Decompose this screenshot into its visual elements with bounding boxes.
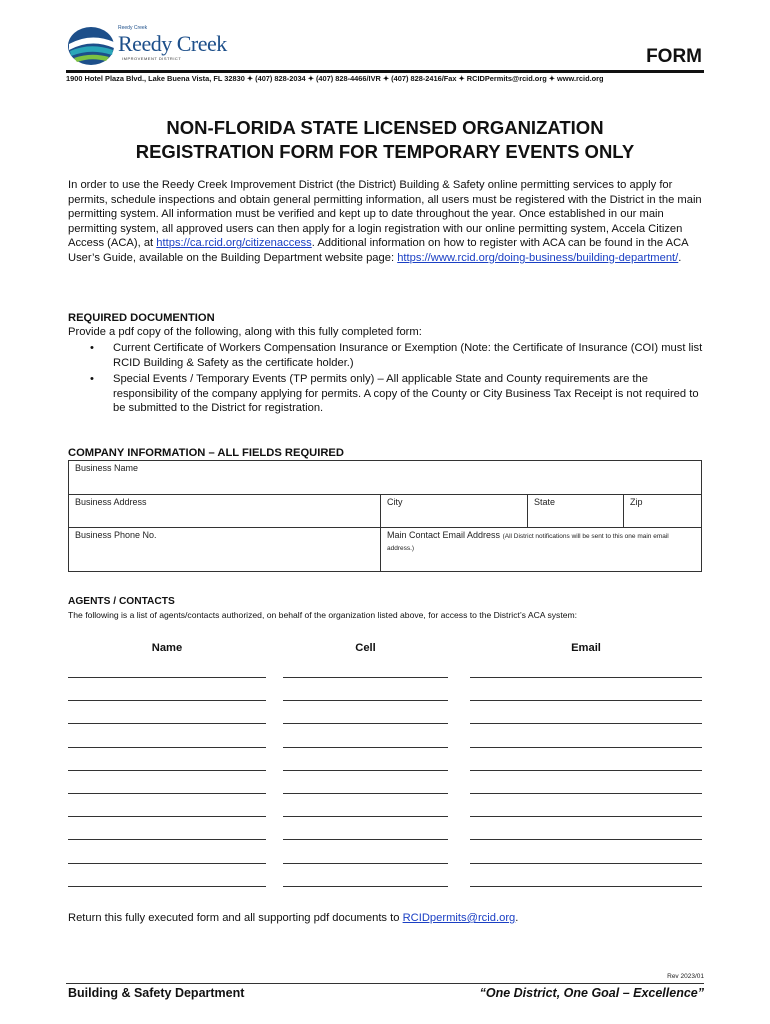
- agent-name-line[interactable]: [68, 816, 266, 817]
- agents-heading: AGENTS / CONTACTS: [68, 596, 175, 607]
- bullet-icon: •: [90, 373, 94, 386]
- agents-note: The following is a list of agents/contacts authorized, on behalf of the organization listed above, for access to the District’s ACA system:: [68, 610, 578, 620]
- required-item-text: Current Certificate of Workers Compensation Insurance or Exemption (Note: the Certificate of Insurance (COI) must list RCID Building & Safety as the certificate holder.): [113, 342, 703, 369]
- return-text: Return this fully executed form and all supporting pdf documents to: [68, 912, 403, 924]
- footer-department: Building & Safety Department: [68, 986, 245, 1000]
- zip-field[interactable]: [624, 495, 702, 527]
- zip-label: Zip: [630, 497, 643, 507]
- agent-name-line[interactable]: [68, 863, 266, 864]
- agent-cell-line[interactable]: [283, 839, 448, 840]
- required-docs-intro: Provide a pdf copy of the following, along with this fully completed form:: [68, 326, 422, 338]
- agent-email-line[interactable]: [470, 793, 702, 794]
- agent-name-line[interactable]: [68, 839, 266, 840]
- title-line-2: REGISTRATION FORM FOR TEMPORARY EVENTS ONLY: [135, 141, 635, 162]
- agent-cell-line[interactable]: [283, 770, 448, 771]
- business-phone-field[interactable]: [69, 528, 380, 572]
- title-line-1: NON-FLORIDA STATE LICENSED ORGANIZATION: [166, 117, 604, 138]
- agent-name-line[interactable]: [68, 793, 266, 794]
- agent-email-line[interactable]: [470, 839, 702, 840]
- main-contact-email-field[interactable]: [381, 528, 702, 572]
- agent-cell-line[interactable]: [283, 816, 448, 817]
- return-instructions: [68, 912, 518, 924]
- intro-text-2: . Additional information on how to register with ACA can be found in the ACA User’s Guide, available on the Building Department website page:: [68, 237, 688, 264]
- agents-col-email: Email: [571, 642, 601, 654]
- agent-name-line[interactable]: [68, 723, 266, 724]
- agent-cell-line[interactable]: [283, 793, 448, 794]
- building-department-link[interactable]: https://www.rcid.org/doing-business/building-department/: [397, 251, 679, 264]
- agent-name-line[interactable]: [68, 677, 266, 678]
- intro-paragraph: [68, 178, 704, 266]
- company-info-table: [68, 460, 702, 572]
- agent-email-line[interactable]: [470, 816, 702, 817]
- business-address-label: Business Address: [75, 497, 147, 507]
- required-docs-heading: REQUIRED DOCUMENTION: [68, 312, 215, 324]
- agent-cell-line[interactable]: [283, 700, 448, 701]
- logo-subtitle: IMPROVEMENT DISTRICT: [122, 56, 182, 61]
- agent-name-line[interactable]: [68, 770, 266, 771]
- agents-col-cell: Cell: [355, 642, 376, 654]
- intro-text-3: .: [678, 251, 682, 264]
- business-phone-label: Business Phone No.: [75, 530, 157, 540]
- footer-rule: [66, 983, 704, 984]
- required-docs-list: [90, 341, 704, 418]
- agent-cell-line[interactable]: [283, 747, 448, 748]
- agent-email-line[interactable]: [470, 723, 702, 724]
- return-end: .: [515, 912, 519, 924]
- bullet-icon: •: [90, 342, 94, 354]
- business-name-label: Business Name: [75, 463, 139, 473]
- agent-email-line[interactable]: [470, 747, 702, 748]
- page-title: [66, 116, 704, 164]
- form-label: FORM: [646, 46, 702, 67]
- header-rule: [66, 70, 704, 73]
- rcid-permits-email-link[interactable]: RCIDpermits@rcid.org: [402, 912, 516, 924]
- required-item-text: Special Events / Temporary Events (TP permits only) – All applicable State and County requirements are the responsibility of the company applying for permits. A copy of the County or City Business Tax Receipt is not required to be submitted to the District for registration.: [113, 373, 699, 415]
- footer-slogan: “One District, One Goal – Excellence”: [479, 986, 704, 1000]
- agent-cell-line[interactable]: [283, 863, 448, 864]
- agent-cell-line[interactable]: [283, 677, 448, 678]
- email-label: Main Contact Email Address: [387, 530, 501, 540]
- state-field[interactable]: [528, 495, 623, 527]
- agent-cell-line[interactable]: [283, 723, 448, 724]
- citizen-access-link[interactable]: https://ca.rcid.org/citizenaccess: [156, 237, 312, 250]
- state-label: State: [534, 497, 556, 507]
- city-label: City: [387, 497, 403, 507]
- list-item: [90, 341, 704, 370]
- agent-name-line[interactable]: [68, 747, 266, 748]
- city-field[interactable]: [381, 495, 527, 527]
- logo-name: Reedy Creek: [118, 31, 227, 56]
- agent-email-line[interactable]: [470, 886, 702, 887]
- agent-name-line[interactable]: [68, 700, 266, 701]
- list-item: [90, 372, 704, 416]
- agent-email-line[interactable]: [470, 677, 702, 678]
- business-address-field[interactable]: [69, 495, 380, 527]
- agent-name-line[interactable]: [68, 886, 266, 887]
- logo-small-text: Reedy Creek: [118, 25, 148, 31]
- agents-col-name: Name: [151, 642, 183, 654]
- email-note: (All District notifications will be sent to this one main email address.): [387, 533, 669, 552]
- company-info-heading: COMPANY INFORMATION – ALL FIELDS REQUIRED: [68, 447, 344, 459]
- revision-label: Rev 2023/01: [667, 973, 704, 980]
- agent-email-line[interactable]: [470, 770, 702, 771]
- agent-cell-line[interactable]: [283, 886, 448, 887]
- contact-address-line: 1900 Hotel Plaza Blvd., Lake Buena Vista, FL 32830 ✦ (407) 828-2034 ✦ (407) 828-4466/IVR ✦ (407) 828-2416/Fax ✦ RCIDPermits@rcid.org ✦ www.rcid.org: [66, 74, 604, 83]
- agent-email-line[interactable]: [470, 700, 702, 701]
- business-name-field[interactable]: [69, 461, 703, 494]
- agent-email-line[interactable]: [470, 863, 702, 864]
- intro-text-1: In order to use the Reedy Creek Improvement District (the District) Building & Safety online permitting services to apply for permits, schedule inspections and obtain general permitting information, all users must be registered with the District in the main permitting system. All information must be verified and kept up to date throughout the year. Once established in our main permitting system, all approved users can then apply for a login registration with our online permitting system, Accela Citizen Access (ACA), at: [68, 179, 702, 250]
